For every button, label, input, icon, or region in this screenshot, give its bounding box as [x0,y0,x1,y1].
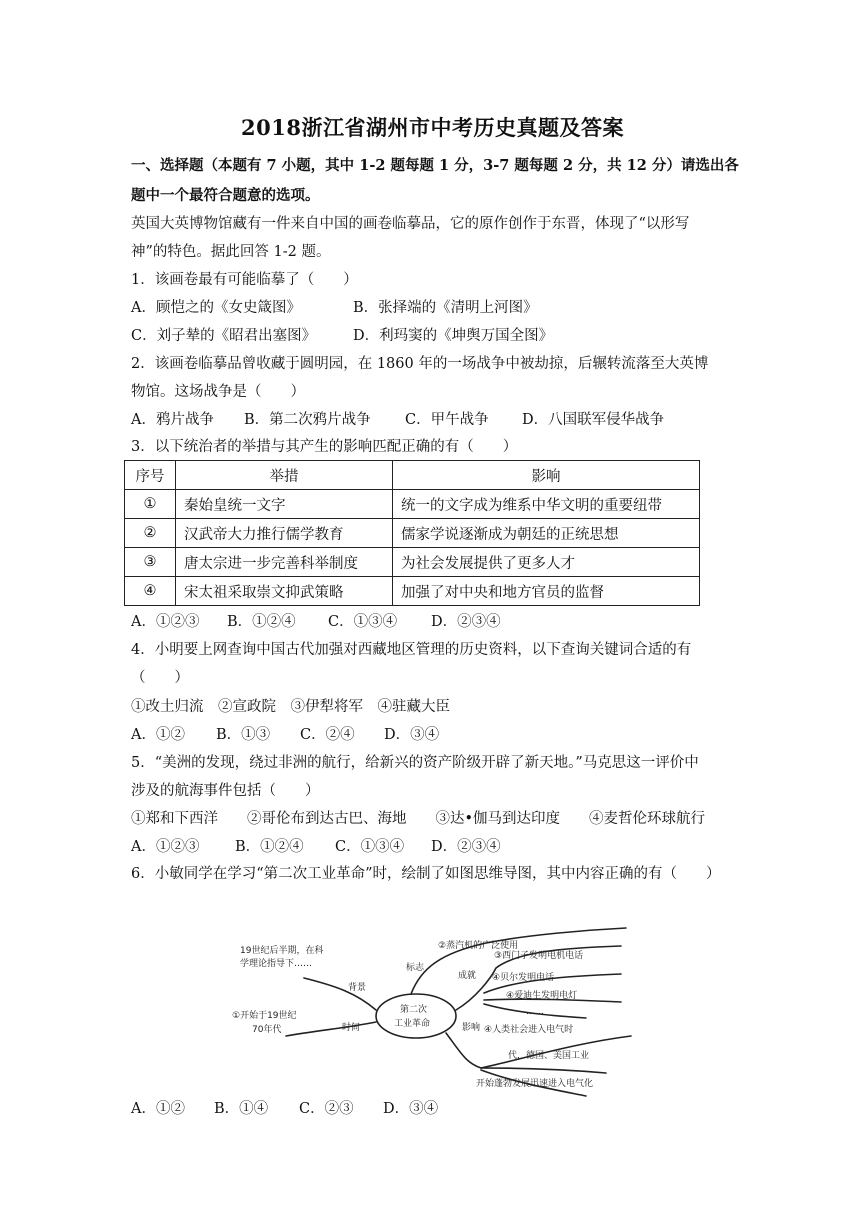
table-cell-number: ④ [125,577,176,606]
q3-option-c: C．①③④ [328,614,398,630]
table-cell-measure: 唐太宗进一步完善科举制度 [176,548,393,577]
mindmap-label-impact: 影响 [462,1023,481,1033]
q4-items: ①改土归流 ②宣政院 ③伊犁将军 ④驻藏大臣 [131,699,450,715]
table-cell-measure: 宋太祖采取崇文抑武策略 [176,577,393,606]
mindmap-bottom-text-1: ④人类社会进入电气时 [484,1025,574,1035]
mindmap-left-top-1: 19世纪后半期，在科 [240,946,324,956]
q3-option-b: B．①②④ [227,614,296,630]
table-cell-number: ② [125,519,176,548]
q3-option-d: D．②③④ [431,614,501,630]
table-header-row [125,461,700,490]
table-cell-impact: 加强了对中央和地方官员的监督 [393,577,700,606]
section-heading-line-1: 一、选择题（本题有 7 小题，其中 1-2 题每题 1 分，3-7 题每题 2 分，共 12 分）请选出各 [131,157,739,174]
mindmap-top-text: ②蒸汽机的广泛使用 [438,941,519,951]
mindmap-bottom-text-3: 开始蓬勃发展迅速进入电气化 [476,1079,594,1089]
q6-option-b: B．①④ [214,1101,269,1117]
table-row [125,519,700,548]
mindmap-label-achievement: 成就 [458,971,477,981]
mindmap-label-background: 背景 [348,983,367,993]
mindmap-left-top-2: 学理论指导下…… [240,959,313,969]
mindmap-center-node [376,994,456,1038]
mindmap-label-time: 时间 [342,1023,361,1033]
q3-stem: 3．以下统治者的举措与其产生的影响匹配正确的有（ ） [131,439,518,455]
q2-stem-line-2: 物馆。这场战争是（ ） [131,384,305,400]
intro-line-2: 神”的特色。据此回答 1-2 题。 [131,244,331,260]
q4-stem-line-2: （ ） [131,670,189,686]
q3-option-a: A．①②③ [131,614,200,630]
q1-option-b: B．张择端的《清明上河图》 [353,300,538,316]
mindmap-right-text-3: ④爱迪生发明电灯 [506,991,578,1001]
q5-option-c: C．①③④ [335,839,405,855]
table-row [125,490,700,519]
table-cell-impact: 统一的文字成为维系中华文明的重要纽带 [393,490,700,519]
q5-items: ①郑和下西洋 ②哥伦布到达古巴、海地 ③达•伽马到达印度 ④麦哲伦环球航行 [131,811,706,827]
q4-option-c: C．②④ [300,727,355,743]
q6-option-c: C．②③ [299,1101,354,1117]
q6-stem: 6．小敏同学在学习“第二次工业革命”时，绘制了如图思维导图，其中内容正确的有（ ） [131,866,721,882]
q1-stem: 1．该画卷最有可能临摹了（ ） [131,272,358,288]
intro-line-1: 英国大英博物馆藏有一件来自中国的画卷临摹品，它的原作创作于东晋，体现了“以形写 [131,216,690,232]
mindmap-left-bottom-2: 70年代 [252,1025,282,1035]
table-row [125,548,700,577]
q1-option-c: C．刘子辇的《昭君出塞图》 [131,328,317,344]
table-cell-impact: 为社会发展提供了更多人才 [393,548,700,577]
mindmap-branch-left-bottom [286,1022,376,1036]
q5-stem-line-1: 5．“美洲的发现，绕过非洲的航行，给新兴的资产阶级开辟了新天地。”马克思这一评价中 [131,755,699,771]
table-row [125,577,700,606]
q4-option-b: B．①③ [216,727,271,743]
table-header-number: 序号 [125,461,176,490]
q4-option-d: D．③④ [384,727,440,743]
q2-option-c: C．甲午战争 [405,412,489,428]
table-cell-measure: 汉武帝大力推行儒学教育 [176,519,393,548]
mindmap-figure [226,918,636,1100]
page-title: 2018浙江省湖州市中考历史真题及答案 [241,115,624,140]
q2-option-d: D．八国联军侵华战争 [522,412,665,428]
mindmap-branch-bottom [446,1033,481,1068]
mindmap-center-text-2: 工业革命 [394,1019,431,1029]
mindmap-center-text-1: 第二次 [400,1005,428,1015]
table-cell-number: ① [125,490,176,519]
table-header-impact: 影响 [393,461,700,490]
table-cell-number: ③ [125,548,176,577]
q6-option-a: A．①② [131,1101,185,1117]
mindmap-right-text-2: ④贝尔发明电话 [492,973,555,983]
q1-option-a: A．顾恺之的《女史箴图》 [131,300,301,316]
q5-option-b: B．①②④ [235,839,304,855]
table-header-measure: 举措 [176,461,393,490]
q3-table [124,460,700,606]
q2-option-a: A．鸦片战争 [131,412,214,428]
q6-option-d: D．③④ [383,1101,439,1117]
q5-option-a: A．①②③ [131,839,200,855]
mindmap-right-text-4: …… [526,1007,544,1017]
section-heading-line-2: 题中一个最符合题意的选项。 [131,187,320,204]
q1-option-d: D．利玛窦的《坤舆万国全图》 [353,328,554,344]
mindmap-label-mark: 标志 [406,963,425,973]
q4-stem-line-1: 4．小明要上网查询中国古代加强对西藏地区管理的历史资料，以下查询关键词合适的有 [131,642,692,658]
q5-stem-line-2: 涉及的航海事件包括（ ） [131,783,320,799]
q4-option-a: A．①② [131,727,185,743]
q5-option-d: D．②③④ [431,839,501,855]
mindmap-left-bottom-1: ①开始于19世纪 [232,1011,297,1021]
table-cell-impact: 儒家学说逐渐成为朝廷的正统思想 [393,519,700,548]
q2-stem-line-1: 2．该画卷临摹品曾收藏于圆明园，在 1860 年的一场战争中被劫掠，后辗转流落至大英博 [131,356,709,372]
mindmap-bottom-text-2: 代，德国、美国工业 [508,1051,590,1061]
q2-option-b: B．第二次鸦片战争 [244,412,371,428]
table-cell-measure: 秦始皇统一文字 [176,490,393,519]
mindmap-right-text-1: ③西门子发明电机电话 [494,951,584,961]
